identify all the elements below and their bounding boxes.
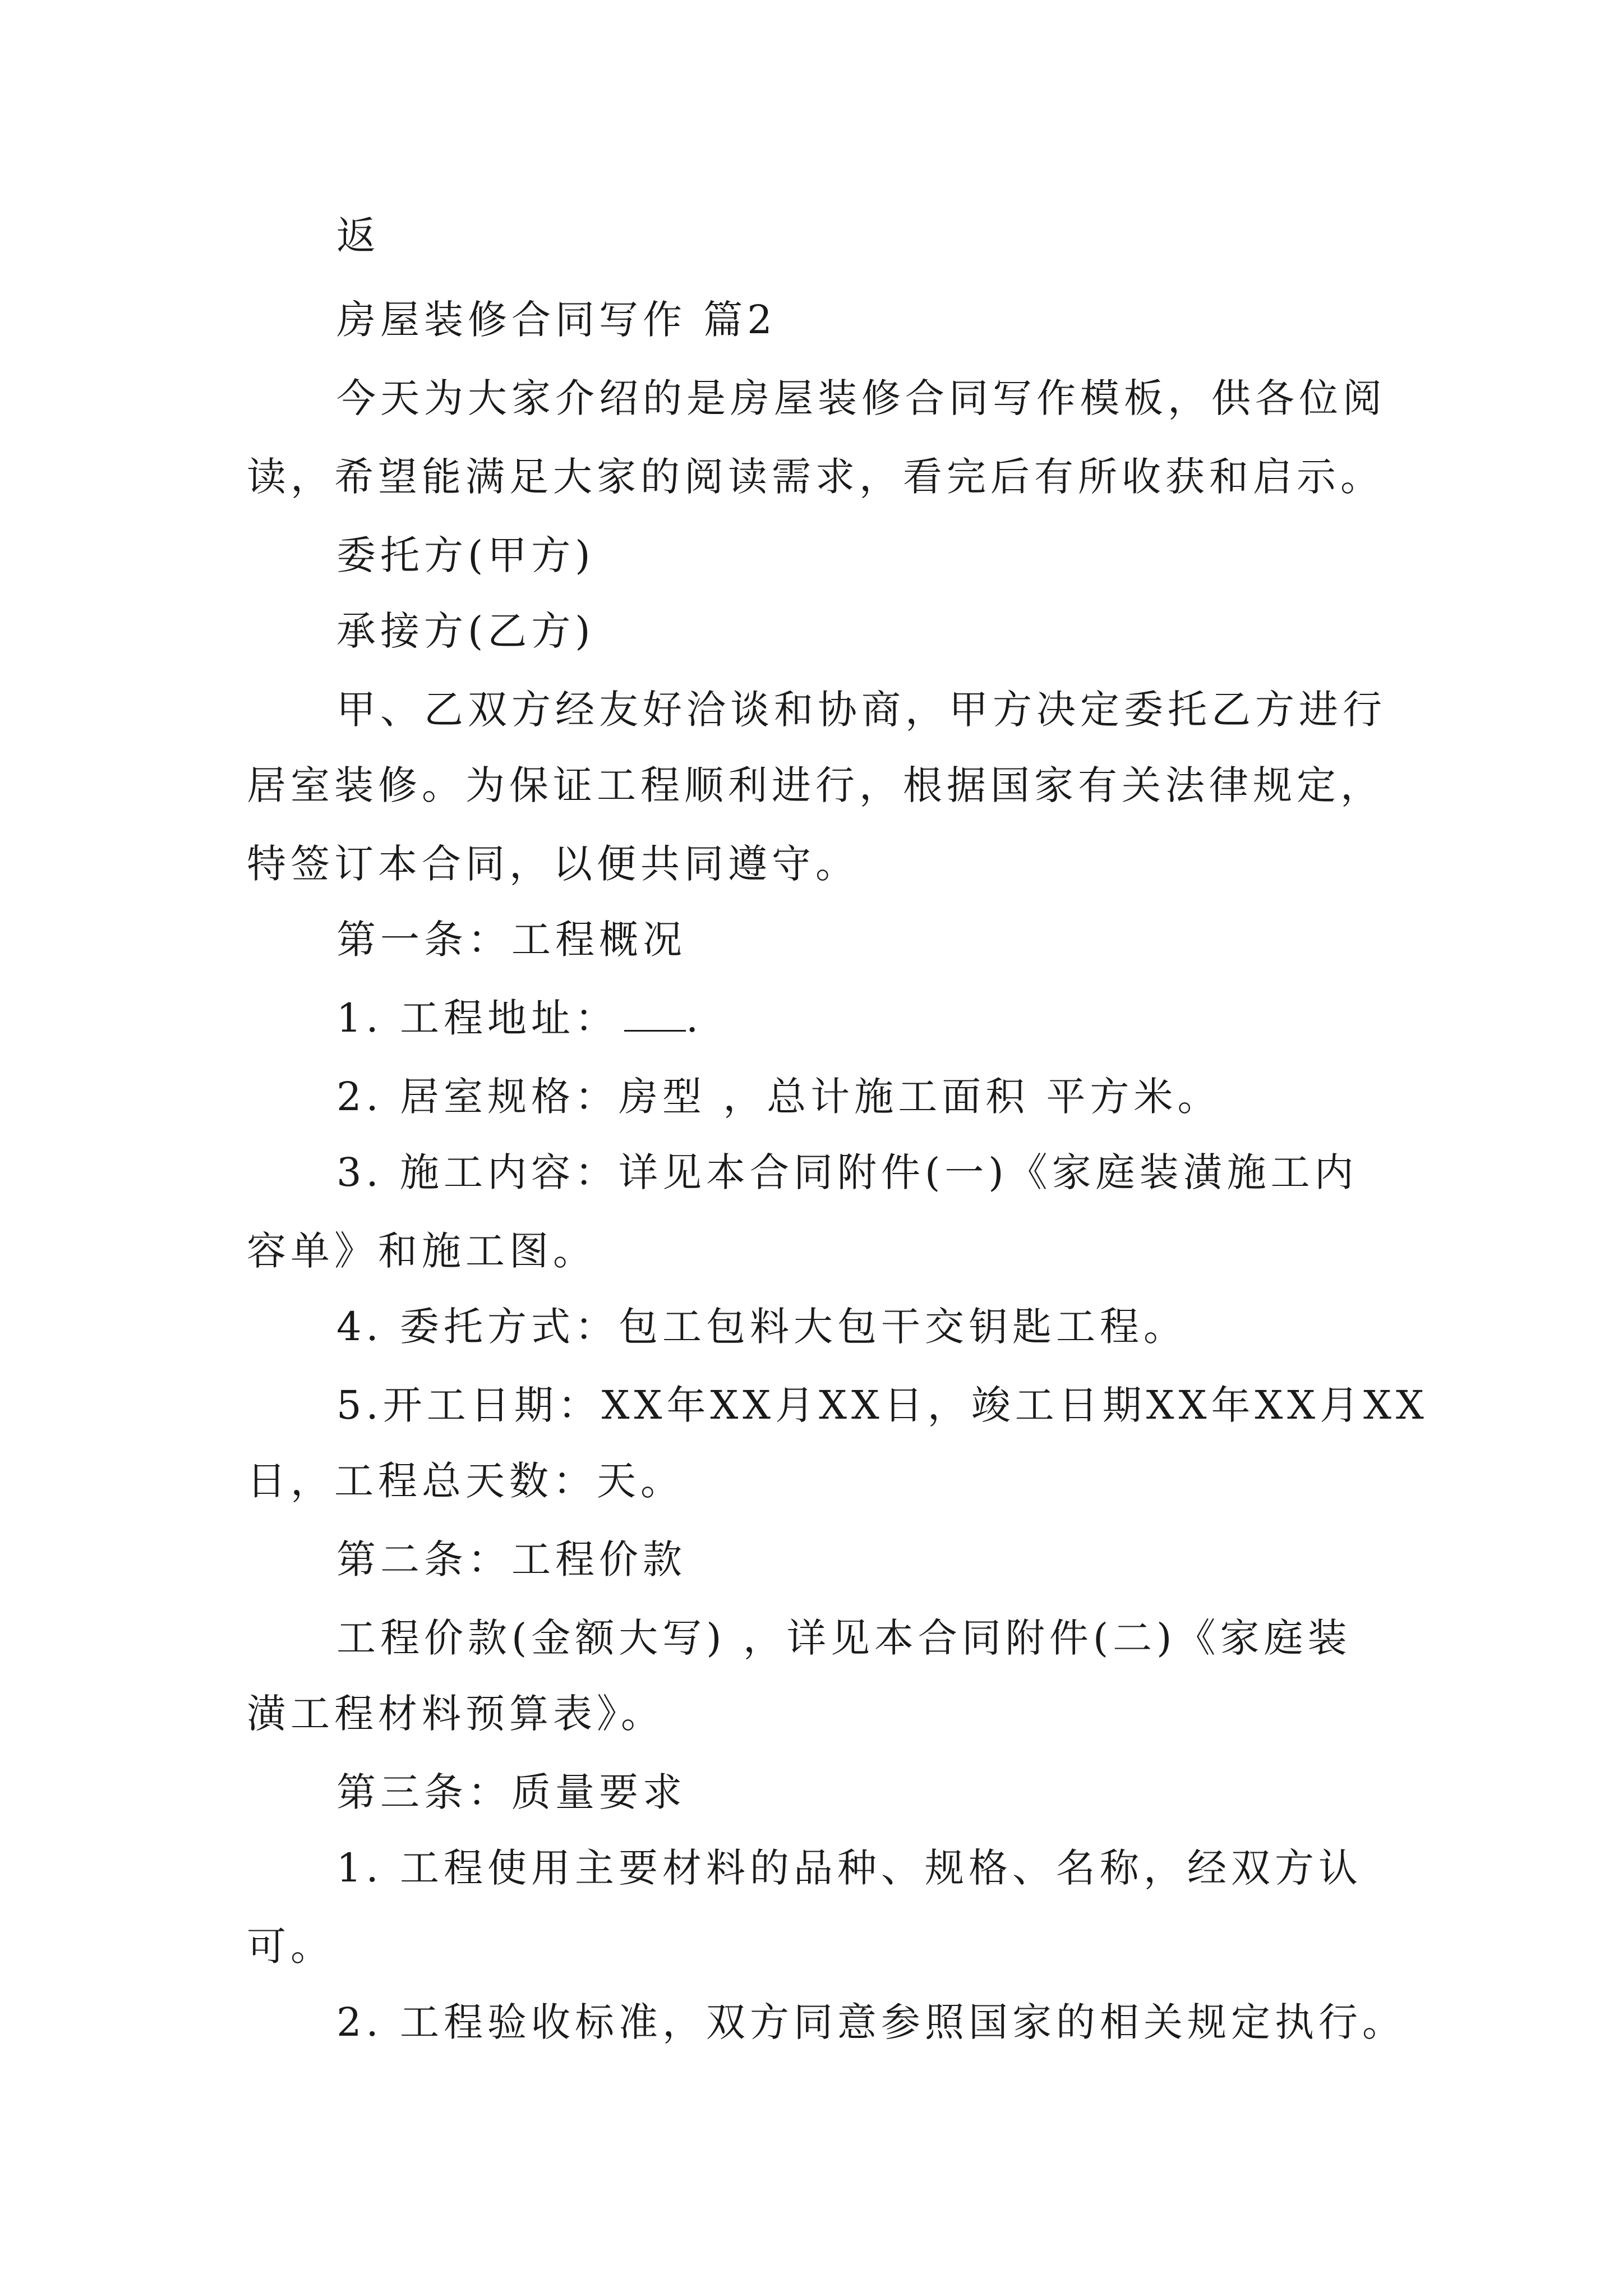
text-line: 特签订本合同，以便共同遵守。 — [247, 841, 859, 887]
text-line: 3. 施工内容：详见本合同附件(一)《家庭装潢施工内 — [336, 1149, 1358, 1195]
section-heading: 房屋装修合同写作 篇2 — [336, 297, 777, 343]
text-line: 读，希望能满足大家的阅读需求，看完后有所收获和启示。 — [247, 454, 1384, 500]
text-line: 委托方(甲方) — [336, 532, 595, 578]
address-suffix: . — [686, 995, 703, 1041]
text-line: 2. 居室规格：房型 ，总计施工面积 平方米。 — [336, 1074, 1221, 1120]
text-line: 甲、乙双方经友好洽谈和协商，甲方决定委托乙方进行 — [336, 687, 1386, 733]
text-line: 今天为大家介绍的是房屋装修合同写作模板，供各位阅 — [336, 375, 1386, 421]
clause-heading: 第一条：工程概况 — [336, 917, 686, 963]
text-line: 返 — [336, 213, 380, 259]
text-line: 承接方(乙方) — [336, 608, 595, 654]
text-line: 2. 工程验收标准，双方同意参照国家的相关规定执行。 — [336, 1999, 1407, 2045]
clause-heading: 第二条：工程价款 — [336, 1536, 686, 1582]
address-blank — [624, 996, 686, 1032]
text-line: 工程价款(金额大写) ，详见本合同附件(二)《家庭装 — [336, 1615, 1352, 1661]
text-line: 容单》和施工图。 — [247, 1228, 597, 1274]
address-label: 1. 工程地址： — [336, 995, 619, 1041]
text-line: 4. 委托方式：包工包料大包干交钥匙工程。 — [336, 1304, 1188, 1350]
text-line: 居室装修。为保证工程顺利进行，根据国家有关法律规定， — [247, 762, 1384, 808]
text-line: 日，工程总天数：天。 — [247, 1458, 684, 1504]
text-line: 1. 工程使用主要材料的品种、规格、名称，经双方认 — [336, 1845, 1363, 1891]
text-line: 潢工程材料预算表》。 — [247, 1691, 665, 1737]
text-line: 5.开工日期：XX年XX月XX日，竣工日期XX年XX月XX — [336, 1382, 1428, 1428]
text-line — [336, 990, 1492, 1046]
text-line: 可。 — [247, 1924, 334, 1970]
clause-heading: 第三条：质量要求 — [336, 1769, 686, 1815]
